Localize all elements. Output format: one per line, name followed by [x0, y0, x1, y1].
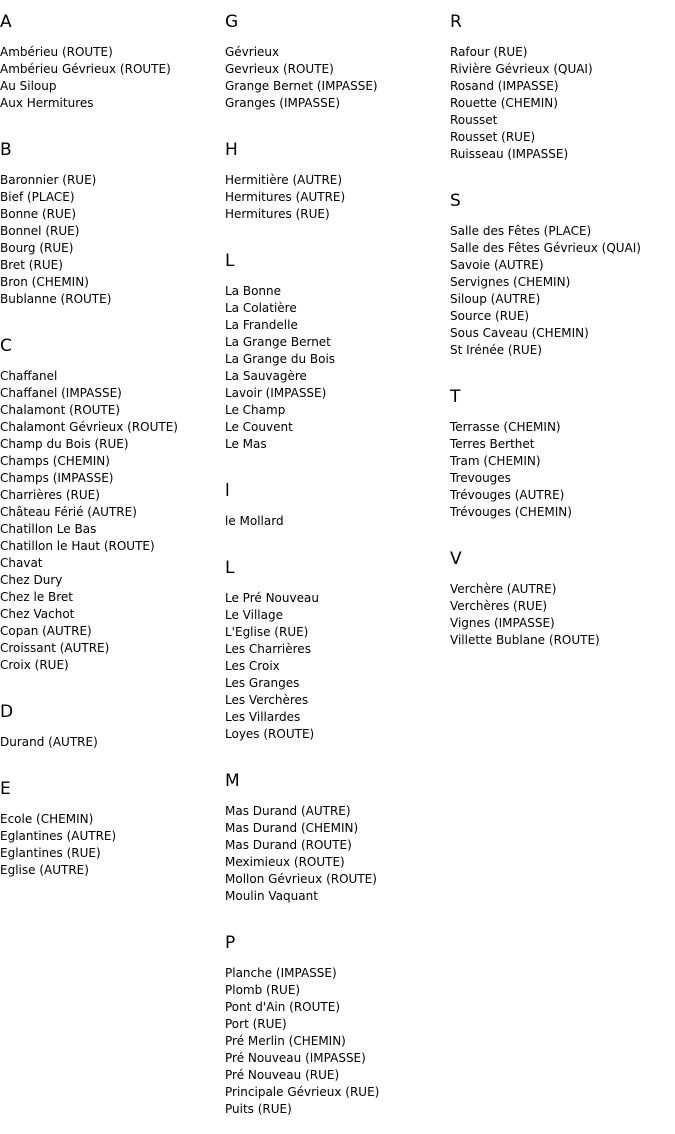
- street-item: Grange Bernet (IMPASSE): [225, 79, 378, 93]
- street-item: Eglise (AUTRE): [0, 863, 89, 877]
- street-item: Les Charrières: [225, 642, 311, 656]
- street-item: Gévrieux: [225, 45, 280, 59]
- letter-section: [450, 549, 675, 665]
- letter-section: [225, 12, 450, 128]
- street-item: Meximieux (ROUTE): [225, 855, 345, 869]
- section-letter: L: [225, 251, 235, 271]
- street-item: Mas Durand (CHEMIN): [225, 821, 359, 835]
- street-item: Le Couvent: [225, 420, 293, 434]
- index-column: [450, 0, 675, 665]
- section-spacer: [450, 163, 675, 179]
- street-item: Mas Durand (ROUTE): [225, 838, 352, 852]
- street-item: Verchères (RUE): [450, 599, 548, 613]
- street-item: Les Croix: [225, 659, 280, 673]
- street-item: Baronnier (RUE): [0, 173, 97, 187]
- street-item: Trévouges (AUTRE): [450, 488, 565, 502]
- street-item: Chez Dury: [0, 573, 63, 587]
- street-item: Salle des Fêtes Gévrieux (QUAI): [450, 241, 641, 255]
- street-item: Salle des Fêtes (PLACE): [450, 224, 592, 238]
- section-spacer: [0, 112, 225, 128]
- street-list: [450, 581, 675, 649]
- street-item: La Grange du Bois: [225, 352, 336, 366]
- street-item: Moulin Vaquant: [225, 889, 318, 903]
- section-spacer: [450, 359, 675, 375]
- street-item: Hermitière (AUTRE): [225, 173, 343, 187]
- street-item: Loyes (ROUTE): [225, 727, 315, 741]
- street-item: Terrasse (CHEMIN): [450, 420, 561, 434]
- letter-section: [450, 387, 675, 537]
- section-spacer: [0, 674, 225, 690]
- street-item: Mollon Gévrieux (ROUTE): [225, 872, 377, 886]
- street-item: Au Siloup: [0, 79, 57, 93]
- section-letter: R: [450, 12, 462, 32]
- street-item: Champs (CHEMIN): [0, 454, 110, 468]
- street-item: Pré Nouveau (IMPASSE): [225, 1051, 366, 1065]
- letter-section: [450, 12, 675, 179]
- letter-section: [225, 481, 450, 546]
- section-letter: P: [225, 933, 236, 953]
- street-item: Chez Vachot: [0, 607, 75, 621]
- street-item: Pré Merlin (CHEMIN): [225, 1034, 346, 1048]
- street-item: Chatillon Le Bas: [0, 522, 97, 536]
- street-item: Aux Hermitures: [0, 96, 94, 110]
- street-item: Source (RUE): [450, 309, 530, 323]
- street-item: Trevouges: [450, 471, 511, 485]
- street-item: Rafour (RUE): [450, 45, 528, 59]
- street-list: [225, 44, 450, 112]
- street-item: Granges (IMPASSE): [225, 96, 341, 110]
- street-item: Bonne (RUE): [0, 207, 77, 221]
- street-item: Villette Bublane (ROUTE): [450, 633, 600, 647]
- street-item: Bourg (RUE): [0, 241, 74, 255]
- letter-section: [225, 558, 450, 759]
- street-item: Lavoir (IMPASSE): [225, 386, 327, 400]
- street-item: Eglantines (RUE): [0, 846, 101, 860]
- section-spacer: [0, 879, 225, 895]
- street-item: Le Champ: [225, 403, 286, 417]
- street-item: Rivière Gévrieux (QUAI): [450, 62, 593, 76]
- street-item: La Colatière: [225, 301, 297, 315]
- street-list: [0, 172, 225, 308]
- street-item: Savoie (AUTRE): [450, 258, 544, 272]
- street-item: Pont d'Ain (ROUTE): [225, 1000, 340, 1014]
- section-letter: S: [450, 191, 461, 211]
- street-item: Rouette (CHEMIN): [450, 96, 558, 110]
- street-item: Les Verchères: [225, 693, 309, 707]
- street-item: Principale Gévrieux (RUE): [225, 1085, 380, 1099]
- street-item: La Frandelle: [225, 318, 298, 332]
- street-item: Tram (CHEMIN): [450, 454, 541, 468]
- street-item: le Mollard: [225, 514, 284, 528]
- street-item: Sous Caveau (CHEMIN): [450, 326, 589, 340]
- street-list: [0, 811, 225, 879]
- street-item: Chaffanel (IMPASSE): [0, 386, 122, 400]
- street-item: Château Férié (AUTRE): [0, 505, 137, 519]
- section-letter: L: [225, 558, 235, 578]
- street-item: Trévouges (CHEMIN): [450, 505, 572, 519]
- street-list: [450, 44, 675, 163]
- street-list: [0, 44, 225, 112]
- street-item: Siloup (AUTRE): [450, 292, 541, 306]
- street-item: Eglantines (AUTRE): [0, 829, 117, 843]
- section-letter: D: [0, 702, 14, 722]
- street-item: La Sauvagère: [225, 369, 307, 383]
- street-item: Chatillon le Haut (ROUTE): [0, 539, 155, 553]
- index-column: [0, 0, 225, 895]
- section-spacer: [450, 649, 675, 665]
- street-item: Rousset: [450, 113, 498, 127]
- street-item: St Irénée (RUE): [450, 343, 542, 357]
- section-letter: E: [0, 779, 11, 799]
- street-item: Rosand (IMPASSE): [450, 79, 559, 93]
- street-item: Copan (AUTRE): [0, 624, 92, 638]
- street-item: Planche (IMPASSE): [225, 966, 337, 980]
- street-item: Verchère (AUTRE): [450, 582, 557, 596]
- section-letter: T: [450, 387, 461, 407]
- letter-section: [225, 771, 450, 921]
- street-item: Chavat: [0, 556, 43, 570]
- street-item: Plomb (RUE): [225, 983, 301, 997]
- street-item: Terres Berthet: [450, 437, 535, 451]
- section-spacer: [225, 453, 450, 469]
- street-item: Gevrieux (ROUTE): [225, 62, 334, 76]
- street-item: Ruisseau (IMPASSE): [450, 147, 569, 161]
- street-item: Durand (AUTRE): [0, 735, 98, 749]
- section-letter: G: [225, 12, 239, 32]
- section-spacer: [225, 1118, 450, 1134]
- section-spacer: [0, 308, 225, 324]
- section-letter: M: [225, 771, 240, 791]
- street-item: Chaffanel: [0, 369, 58, 383]
- street-list: [0, 368, 225, 674]
- street-item: Bret (RUE): [0, 258, 63, 272]
- letter-section: [0, 779, 225, 895]
- street-item: Bublanne (ROUTE): [0, 292, 112, 306]
- letter-section: [225, 933, 450, 1134]
- letter-section: [0, 336, 225, 690]
- street-item: Champs (IMPASSE): [0, 471, 114, 485]
- letter-section: [225, 140, 450, 239]
- street-item: Vignes (IMPASSE): [450, 616, 555, 630]
- street-item: Les Granges: [225, 676, 300, 690]
- street-item: Port (RUE): [225, 1017, 287, 1031]
- street-list: [225, 283, 450, 453]
- section-spacer: [225, 530, 450, 546]
- street-list: [225, 803, 450, 905]
- street-list: [225, 513, 450, 530]
- street-item: Hermitures (RUE): [225, 207, 330, 221]
- section-letter: C: [0, 336, 12, 356]
- street-list: [0, 734, 225, 751]
- letter-section: [225, 251, 450, 469]
- street-item: Servignes (CHEMIN): [450, 275, 571, 289]
- street-list: [225, 172, 450, 223]
- street-item: Le Mas: [225, 437, 267, 451]
- street-item: La Bonne: [225, 284, 282, 298]
- section-letter: l: [225, 481, 230, 501]
- street-list: [225, 590, 450, 743]
- street-item: Chez le Bret: [0, 590, 74, 604]
- letter-section: [450, 191, 675, 375]
- street-item: Croix (RUE): [0, 658, 69, 672]
- letter-section: [0, 140, 225, 324]
- street-item: Chalamont Gévrieux (ROUTE): [0, 420, 178, 434]
- street-item: Champ du Bois (RUE): [0, 437, 129, 451]
- street-item: Charrières (RUE): [0, 488, 100, 502]
- street-item: Croissant (AUTRE): [0, 641, 110, 655]
- street-list: [450, 419, 675, 521]
- street-item: Rousset (RUE): [450, 130, 536, 144]
- street-item: Chalamont (ROUTE): [0, 403, 121, 417]
- street-item: Puits (RUE): [225, 1102, 292, 1116]
- street-item: Mas Durand (AUTRE): [225, 804, 351, 818]
- street-list: [450, 223, 675, 359]
- section-spacer: [225, 905, 450, 921]
- street-item: Le Pré Nouveau: [225, 591, 319, 605]
- street-item: Ambérieu Gévrieux (ROUTE): [0, 62, 171, 76]
- street-item: Bonnel (RUE): [0, 224, 80, 238]
- section-spacer: [225, 112, 450, 128]
- index-column: [225, 0, 450, 1134]
- section-letter: H: [225, 140, 238, 160]
- street-item: Bron (CHEMIN): [0, 275, 89, 289]
- section-letter: B: [0, 140, 12, 160]
- street-item: Bief (PLACE): [0, 190, 75, 204]
- street-item: Le Village: [225, 608, 283, 622]
- letter-section: [0, 12, 225, 128]
- section-spacer: [225, 223, 450, 239]
- section-letter: A: [0, 12, 12, 32]
- section-letter: V: [450, 549, 462, 569]
- street-item: La Grange Bernet: [225, 335, 331, 349]
- street-item: Hermitures (AUTRE): [225, 190, 346, 204]
- section-spacer: [225, 743, 450, 759]
- street-item: Ambérieu (ROUTE): [0, 45, 113, 59]
- section-spacer: [450, 521, 675, 537]
- letter-section: [0, 702, 225, 767]
- section-spacer: [0, 751, 225, 767]
- street-item: Ecole (CHEMIN): [0, 812, 94, 826]
- street-item: Pré Nouveau (RUE): [225, 1068, 340, 1082]
- street-item: Les Villardes: [225, 710, 301, 724]
- street-list: [225, 965, 450, 1118]
- street-item: L'Eglise (RUE): [225, 625, 309, 639]
